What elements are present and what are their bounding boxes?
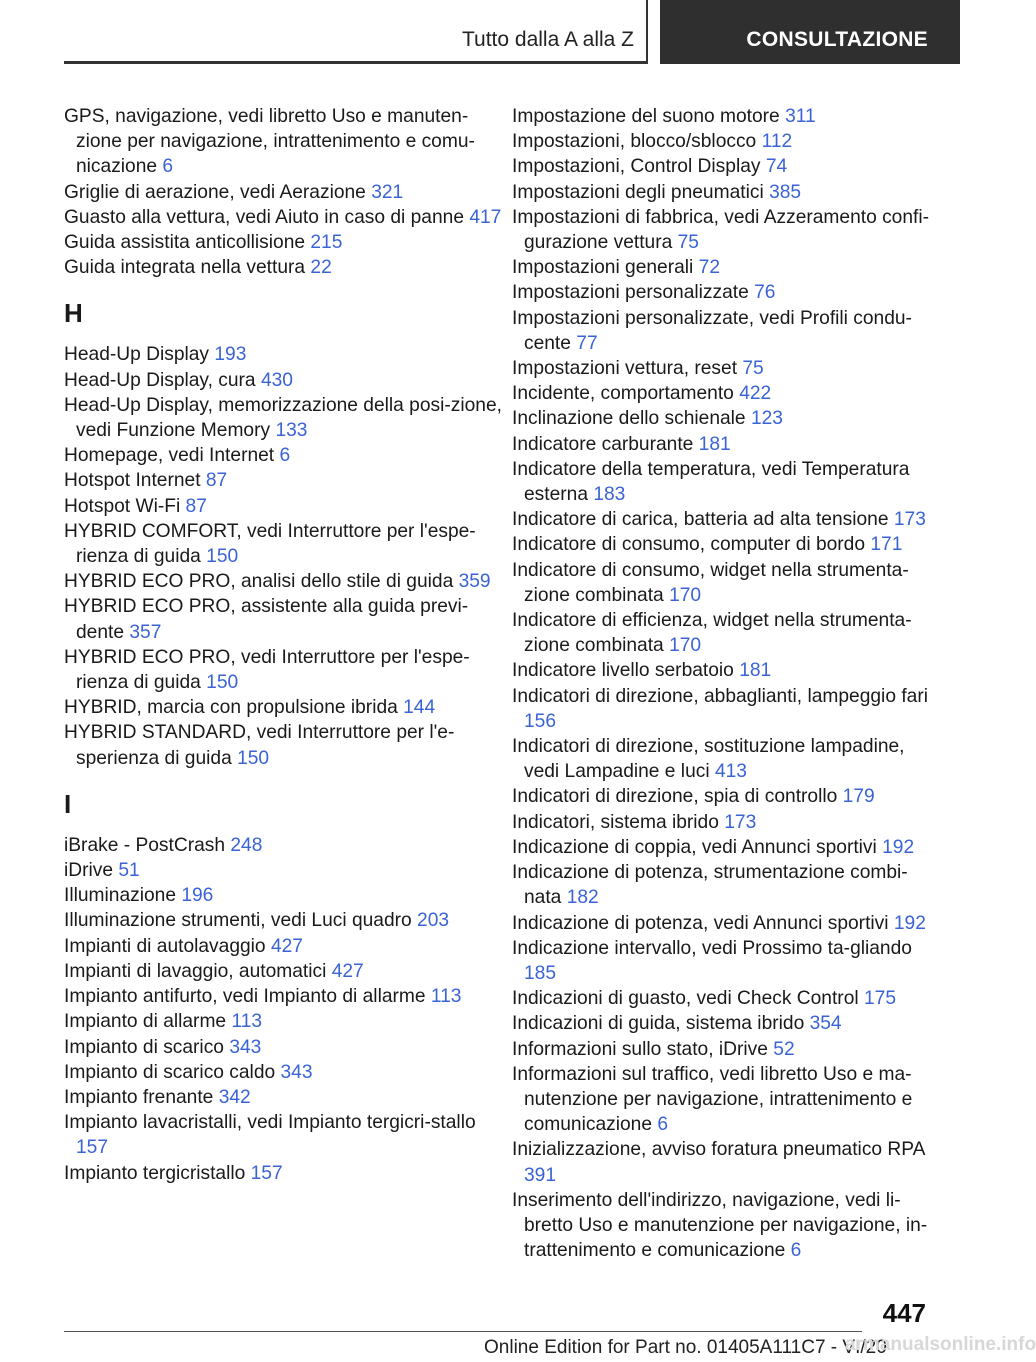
index-page-link[interactable]: 175	[863, 988, 896, 1010]
index-entry	[512, 356, 932, 381]
index-page-link[interactable]: 354	[809, 1013, 842, 1035]
index-page-link[interactable]: 342	[218, 1086, 251, 1108]
index-entry-text: Indicazione di coppia, vedi Annunci sportivi	[512, 836, 877, 858]
index-entry	[64, 1161, 504, 1186]
index-page-link[interactable]: 192	[893, 912, 926, 934]
index-entry	[512, 1011, 932, 1036]
index-entry-text: Indicatori di direzione, abbaglianti, lampeggio fari	[512, 685, 928, 707]
index-entry-text: Indicatori di direzione, sostituzione lampadine, vedi Lampadine e luci	[512, 736, 905, 783]
index-page-link[interactable]: 173	[893, 509, 926, 531]
index-entry-text: Impostazione del suono motore	[512, 106, 780, 127]
index-page-link[interactable]: 112	[761, 131, 793, 153]
index-entry-text: Informazioni sul traffico, vedi libretto Uso e ma-nutenzione per navigazione, intrattenimento e comunicazione	[512, 1063, 913, 1136]
index-column-left	[64, 104, 504, 1186]
index-page-link[interactable]: 193	[214, 344, 247, 366]
index-entry	[512, 1062, 932, 1138]
index-entry-text: Head-Up Display, memorizzazione della posi-zione, vedi Funzione Memory	[64, 394, 502, 442]
index-page-link[interactable]: 87	[205, 470, 228, 492]
index-page-link[interactable]: 113	[231, 1011, 263, 1033]
index-entry-text: Guida integrata nella vettura	[64, 257, 306, 279]
index-entry-text: Impostazioni, blocco/sblocco	[512, 131, 757, 153]
index-entry-text: Impianto antifurto, vedi Impianto di allarme	[64, 986, 426, 1008]
index-entry-text: Illuminazione	[64, 885, 176, 907]
index-page-link[interactable]: 77	[576, 332, 598, 354]
index-page-link[interactable]: 123	[750, 408, 783, 430]
index-page-link[interactable]: 183	[593, 484, 626, 506]
index-page-link[interactable]: 133	[275, 420, 308, 442]
index-entry-text: Impianto di scarico	[64, 1036, 224, 1058]
index-entry	[64, 519, 504, 569]
index-entry	[64, 205, 504, 230]
index-entry	[512, 936, 932, 986]
index-entry	[64, 984, 504, 1009]
index-entry	[512, 608, 932, 658]
index-page-link[interactable]: 311	[785, 106, 816, 127]
index-entry	[512, 280, 932, 305]
index-entry-text: Head-Up Display, cura	[64, 369, 256, 391]
index-entry-text: Guida assistita anticollisione	[64, 232, 306, 254]
index-entry-text: Indicatori, sistema ibrido	[512, 811, 719, 833]
index-page-link[interactable]: 170	[669, 584, 702, 606]
index-page-link[interactable]: 427	[331, 960, 364, 982]
index-entry	[512, 558, 932, 608]
index-entry	[64, 645, 504, 695]
index-entry-text: Indicazione di potenza, vedi Annunci sportivi	[512, 912, 889, 934]
index-entry-text: Indicazioni di guasto, vedi Check Control	[512, 988, 859, 1010]
index-entry-text: Head-Up Display	[64, 344, 210, 366]
index-page-link[interactable]: 181	[698, 433, 731, 455]
index-entry-text: HYBRID ECO PRO, vedi Interruttore per l'espe-rienza di guida	[64, 646, 470, 694]
index-entry	[64, 393, 504, 443]
index-entry-text: Indicatore di carica, batteria ad alta tensione	[512, 509, 889, 531]
header-chapter-box	[660, 0, 960, 64]
index-entry	[64, 230, 504, 255]
index-entry	[512, 154, 932, 179]
index-page-link[interactable]: 74	[765, 156, 788, 178]
index-entry	[64, 833, 504, 858]
index-entry-text: Homepage, vedi Internet	[64, 445, 275, 467]
index-entry	[512, 432, 932, 457]
index-entry-text: Impostazioni di fabbrica, vedi Azzeramento confi-gurazione vettura	[512, 206, 929, 254]
index-entry	[512, 658, 932, 683]
index-page-link[interactable]: 150	[206, 672, 239, 694]
index-page-link[interactable]: 156	[524, 710, 557, 732]
index-entry	[64, 1110, 504, 1160]
index-entry-text: Indicazione di potenza, strumentazione combi-nata	[512, 862, 908, 909]
index-page-link[interactable]: 170	[669, 635, 702, 657]
index-page-link[interactable]: 75	[677, 232, 699, 254]
index-entry-text: Inclinazione dello schienale	[512, 408, 746, 430]
index-page-link[interactable]: 321	[371, 181, 404, 203]
index-entry-text: Impianto di allarme	[64, 1011, 227, 1033]
index-entry-text: Guasto alla vettura, vedi Aiuto in caso di panne	[64, 206, 464, 228]
index-entry-text: Impostazioni vettura, reset	[512, 358, 738, 380]
index-entry	[64, 180, 504, 205]
index-entry	[512, 381, 932, 406]
index-entry-text: Impianto tergicristallo	[64, 1162, 246, 1184]
index-page-link[interactable]: 357	[129, 621, 162, 643]
index-entry-text: Indicatore livello serbatoio	[512, 660, 734, 682]
index-entry	[512, 532, 932, 557]
index-entry-text: Illuminazione strumenti, vedi Luci quadro	[64, 910, 412, 932]
index-entry-text: Incidente, comportamento	[512, 383, 734, 405]
index-page-link[interactable]: 51	[118, 860, 140, 882]
index-entry	[512, 104, 932, 129]
index-page-link[interactable]: 171	[870, 534, 903, 556]
index-entry	[512, 684, 932, 734]
index-page-link[interactable]: 157	[250, 1162, 283, 1184]
index-page-link[interactable]: 359	[458, 571, 491, 593]
index-entry	[512, 1037, 932, 1062]
index-entry	[512, 255, 932, 280]
index-entry	[64, 695, 504, 720]
index-entry-text: Impostazioni personalizzate, vedi Profili condu-cente	[512, 307, 912, 354]
index-entry-text: GPS, navigazione, vedi libretto Uso e manuten-zione per navigazione, intrattenimento e comu-nicazione	[64, 106, 475, 178]
index-page-link[interactable]: 22	[310, 257, 332, 279]
index-entry-text: Impianti di autolavaggio	[64, 935, 266, 957]
index-entry-text: HYBRID STANDARD, vedi Interruttore per l'e-sperienza di guida	[64, 722, 455, 769]
index-entry	[512, 986, 932, 1011]
index-entry	[64, 908, 504, 933]
index-entry-text: Impostazioni degli pneumatici	[512, 181, 764, 203]
page-number: 447	[882, 1298, 926, 1328]
index-entry	[64, 858, 504, 883]
index-entry	[512, 911, 932, 936]
index-page-link[interactable]: 391	[524, 1164, 557, 1186]
index-entry-text: HYBRID, marcia con propulsione ibrida	[64, 697, 398, 719]
index-column-right	[512, 104, 932, 1263]
header-section-box	[64, 0, 648, 64]
index-entry-text: HYBRID COMFORT, vedi Interruttore per l'espe-rienza di guida	[64, 520, 476, 568]
index-letter-heading: I	[64, 788, 72, 819]
index-entry	[64, 368, 504, 393]
index-entry-text: Impostazioni, Control Display	[512, 156, 761, 178]
index-letter-heading: H	[64, 298, 83, 329]
index-entry-text: Griglie di aerazione, vedi Aerazione	[64, 181, 366, 203]
index-page-link[interactable]: 6	[790, 1240, 802, 1262]
index-entry-text: Indicatore di efficienza, widget nella strumenta-zione combinata	[512, 610, 912, 657]
index-page-link[interactable]: 144	[403, 697, 436, 719]
index-entry-text: Impianto frenante	[64, 1086, 214, 1108]
index-page-link[interactable]: 343	[229, 1036, 262, 1058]
index-entry	[512, 860, 932, 910]
index-page-link[interactable]: 6	[657, 1114, 669, 1136]
index-page-link[interactable]: 203	[417, 910, 450, 932]
index-page-link[interactable]: 150	[237, 747, 270, 769]
index-entry	[64, 443, 504, 468]
index-entry	[64, 1035, 504, 1060]
index-entry	[64, 883, 504, 908]
index-entry-text: Impianto lavacristalli, vedi Impianto tergicri-stallo	[64, 1112, 476, 1134]
index-page-link[interactable]: 185	[524, 962, 557, 984]
index-entry	[64, 342, 504, 367]
footer-divider	[64, 1331, 862, 1332]
index-entry	[512, 306, 932, 356]
index-entry	[64, 104, 504, 180]
index-page-link[interactable]: 150	[206, 546, 239, 568]
index-entry-text: Indicatore carburante	[512, 433, 694, 455]
index-entry	[64, 569, 504, 594]
index-entry-text: Impostazioni generali	[512, 257, 694, 279]
index-entry	[512, 1188, 932, 1264]
index-entry	[512, 129, 932, 154]
index-page-link[interactable]: 422	[739, 383, 772, 405]
footer-edition: Online Edition for Part no. 01405A111C7 - VI/20	[484, 1337, 887, 1358]
index-entry	[512, 810, 932, 835]
index-entry-text: Hotspot Wi-Fi	[64, 495, 181, 517]
index-page-link[interactable]: 52	[773, 1038, 795, 1060]
index-page-link[interactable]: 75	[742, 358, 764, 380]
index-entry-text: Indicatore della temperatura, vedi Temperatura esterna	[512, 458, 910, 506]
index-page-link[interactable]: 6	[279, 445, 291, 467]
index-page-link[interactable]: 192	[882, 836, 915, 858]
index-entry	[512, 180, 932, 205]
index-entry	[512, 507, 932, 532]
header-chapter-title: CONSULTAZIONE	[746, 28, 928, 51]
index-entry	[512, 406, 932, 431]
index-page-link[interactable]: 427	[270, 935, 303, 957]
index-entry	[512, 205, 932, 255]
index-entry-text: Hotspot Internet	[64, 470, 201, 492]
index-page-link[interactable]: 157	[76, 1137, 109, 1159]
footer-site-mark: armanualsonline.info	[845, 1334, 1036, 1355]
index-entry-text: Impianto di scarico caldo	[64, 1061, 276, 1083]
index-entry-text: Inizializzazione, avviso foratura pneumatico RPA	[512, 1139, 925, 1161]
index-entry	[64, 468, 504, 493]
index-entry-text: HYBRID ECO PRO, analisi dello stile di guida	[64, 571, 454, 593]
index-page-link[interactable]: 196	[181, 885, 214, 907]
index-page-link[interactable]: 87	[185, 495, 207, 517]
index-page-link[interactable]: 6	[162, 156, 174, 178]
header-section-title: Tutto dalla A alla Z	[462, 28, 634, 51]
index-entry-text: iBrake - PostCrash	[64, 834, 226, 856]
index-entry-text: Indicazioni di guida, sistema ibrido	[512, 1013, 805, 1035]
index-page-link[interactable]: 181	[739, 660, 772, 682]
index-entry-text: Indicatore di consumo, widget nella strumenta-zione combinata	[512, 559, 909, 606]
index-entry	[512, 1137, 932, 1187]
index-entry-text: HYBRID ECO PRO, assistente alla guida previ-dente	[64, 596, 469, 643]
index-entry	[64, 1085, 504, 1110]
index-page-link[interactable]: 113	[430, 986, 462, 1008]
index-page-link[interactable]: 430	[260, 369, 293, 391]
index-entry	[512, 784, 932, 809]
index-page-link[interactable]: 248	[230, 834, 263, 856]
index-entry	[64, 594, 504, 644]
index-entry	[512, 734, 932, 784]
index-entry	[512, 457, 932, 507]
index-page-link[interactable]: 76	[754, 282, 776, 304]
index-entry-text: Impostazioni personalizzate	[512, 282, 749, 304]
index-page-link[interactable]: 215	[310, 232, 343, 254]
index-entry	[64, 720, 504, 770]
index-page-link[interactable]: 182	[566, 887, 599, 909]
index-entry-text: Indicazione intervallo, vedi Prossimo ta-gliando	[512, 937, 912, 959]
index-entry	[64, 959, 504, 984]
index-entry	[64, 255, 504, 280]
index-entry-text: Impianti di lavaggio, automatici	[64, 960, 327, 982]
index-entry	[512, 835, 932, 860]
index-page-link[interactable]: 417	[469, 206, 502, 228]
index-entry-text: Indicatori di direzione, spia di controllo	[512, 786, 838, 808]
index-entry-text: Inserimento dell'indirizzo, navigazione, vedi li-bretto Uso e manutenzione per navigazione, in-trattenimento e comunicazione	[512, 1189, 928, 1262]
index-page-link[interactable]: 179	[842, 786, 875, 808]
index-entry	[64, 1009, 504, 1034]
index-entry	[64, 934, 504, 959]
index-entry-text: Indicatore di consumo, computer di bordo	[512, 534, 866, 556]
index-page-link[interactable]: 385	[769, 181, 802, 203]
index-entry-text: iDrive	[64, 860, 114, 882]
index-entry	[64, 494, 504, 519]
index-page-link[interactable]: 72	[698, 257, 721, 279]
index-entry-text: Informazioni sullo stato, iDrive	[512, 1038, 768, 1060]
index-page-link[interactable]: 413	[714, 761, 747, 783]
index-page-link[interactable]: 173	[724, 811, 757, 833]
index-entry	[64, 1060, 504, 1085]
index-page-link[interactable]: 343	[280, 1061, 313, 1083]
